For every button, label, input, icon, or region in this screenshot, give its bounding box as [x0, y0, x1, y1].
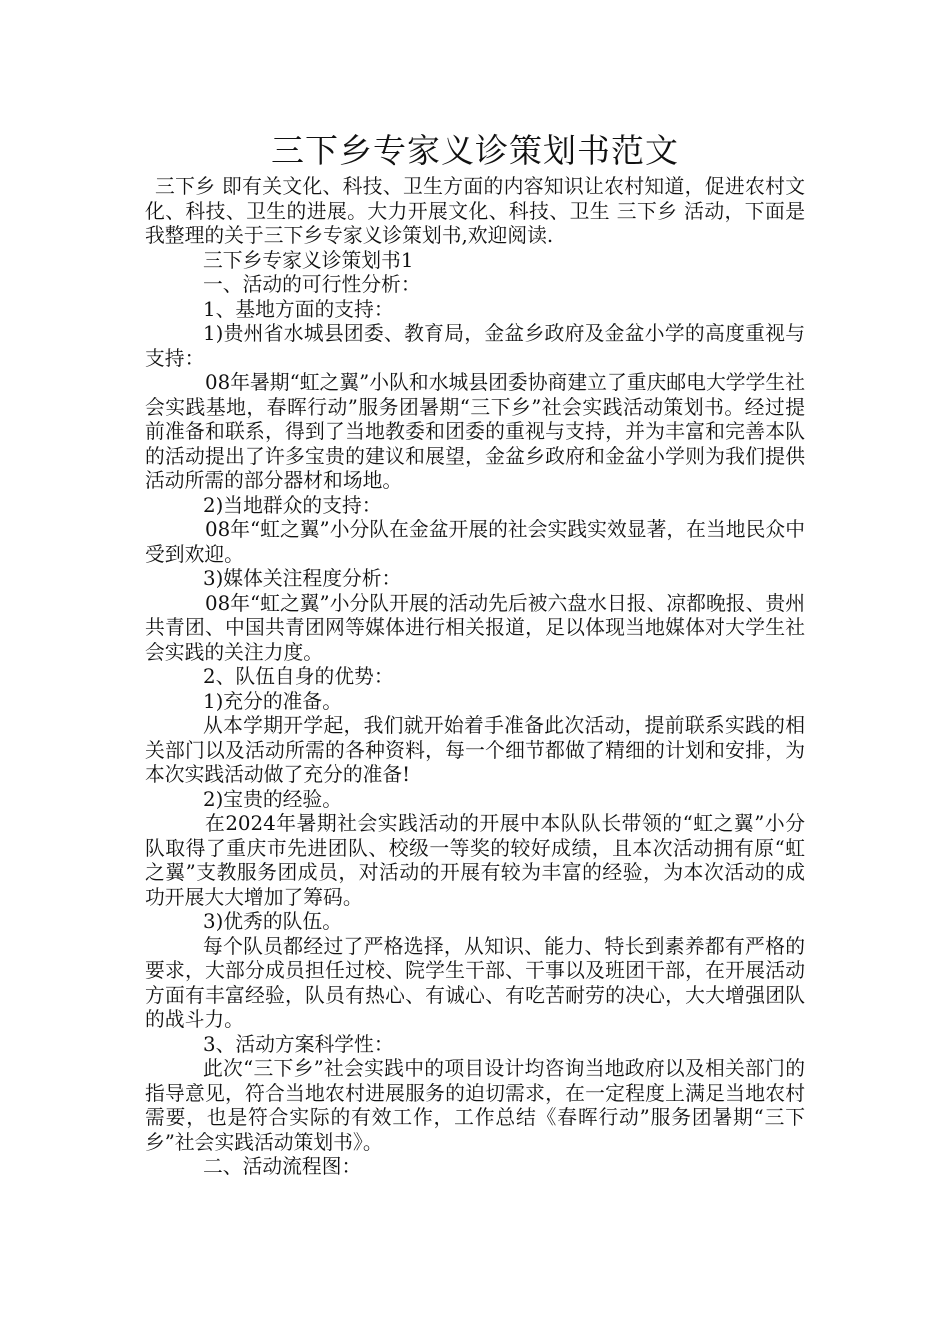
- paragraph-experience: 在2024年暑期社会实践活动的开展中本队队长带领的“虹之翼”小分队取得了重庆市先进团队、校级一等奖的较好成绩，且本次活动拥有原“虹之翼”支教服务团成员，对活动的开展有较为丰富的经验，为本次活动的成功开展大大增加了筹码。: [145, 812, 805, 909]
- item-experience: 2)宝贵的经验。: [203, 787, 342, 811]
- paragraph-preparation: 从本学期开学起，我们就开始着手准备此次活动，提前联系实践的相关部门以及活动所需的各种资料，每一个细节都做了精细的计划和安排，为本次实践活动做了充分的准备!: [145, 714, 805, 786]
- section-heading-feasibility: 一、活动的可行性分析：: [203, 273, 421, 296]
- document-body: [145, 175, 805, 1180]
- item-public-support: 2)当地群众的支持：: [203, 493, 382, 517]
- item-government-support: 1)贵州省水城县团委、教育局，金盆乡政府及金盆小学的高度重视与支持：: [145, 322, 805, 370]
- paragraph-base-history: 08年暑期“虹之翼”小队和水城县团委协商建立了重庆邮电大学学生社会实践基地，春晖行动”服务团暑期“三下乡”社会实践活动策划书。经过提前准备和联系，得到了当地教委和团委的重视与支持，并为丰富和完善本队的活动提出了许多宝贵的建议和展望，金盆乡政府和金盆小学则为我们提供活动所需的部分器材和场地。: [145, 371, 805, 492]
- paragraph-media-attention: 08年“虹之翼”小分队开展的活动先后被六盘水日报、凉都晚报、贵州共青团、中国共青团网等媒体进行相关报道，足以体现当地媒体对大学生社会实践的关注力度。: [145, 591, 805, 664]
- section-heading-flowchart: 二、活动流程图：: [203, 1155, 362, 1178]
- paragraph-public-support: 08年“虹之翼”小分队在金盆开展的社会实践实效显著，在当地民众中受到欢迎。: [145, 518, 805, 566]
- document-title: 三下乡专家义诊策划书范文: [271, 131, 679, 170]
- subheading-scientific-plan: 3、活动方案科学性：: [203, 1032, 394, 1056]
- item-team: 3)优秀的队伍。: [203, 910, 342, 933]
- paragraph-scientific-plan: 此次“三下乡”社会实践中的项目设计均咨询当地政府以及相关部门的指导意见，符合当地农村进展服务的迫切需求，在一定程度上满足当地农村需要，也是符合实际的有效工作，工作总结《春晖行动”服务团暑期“三下乡”社会实践活动策划书》。: [145, 1057, 805, 1154]
- intro-paragraph: 三下乡 即有关文化、科技、卫生方面的内容知识让农村知道，促进农村文化、科技、卫生的进展。大力开展文化、科技、卫生 三下乡 活动，下面是我整理的关于三下乡专家义诊策划书,欢迎阅读.: [145, 175, 805, 247]
- item-media-attention: 3)媒体关注程度分析：: [203, 567, 402, 590]
- paragraph-team: 每个队员都经过了严格选择，从知识、能力、特长到素养都有严格的要求，大部分成员担任过校、院学生干部、干事以及班团干部，在开展活动方面有丰富经验，队员有热心、有诚心、有吃苦耐劳的决心，大大增强团队的战斗力。: [145, 934, 805, 1031]
- subheading-base-support: 1、基地方面的支持：: [203, 297, 394, 321]
- section-heading-plan-1: 三下乡专家义诊策划书1: [203, 248, 414, 272]
- subheading-team-advantages: 2、队伍自身的优势：: [203, 665, 394, 688]
- item-preparation: 1)充分的准备。: [203, 689, 342, 713]
